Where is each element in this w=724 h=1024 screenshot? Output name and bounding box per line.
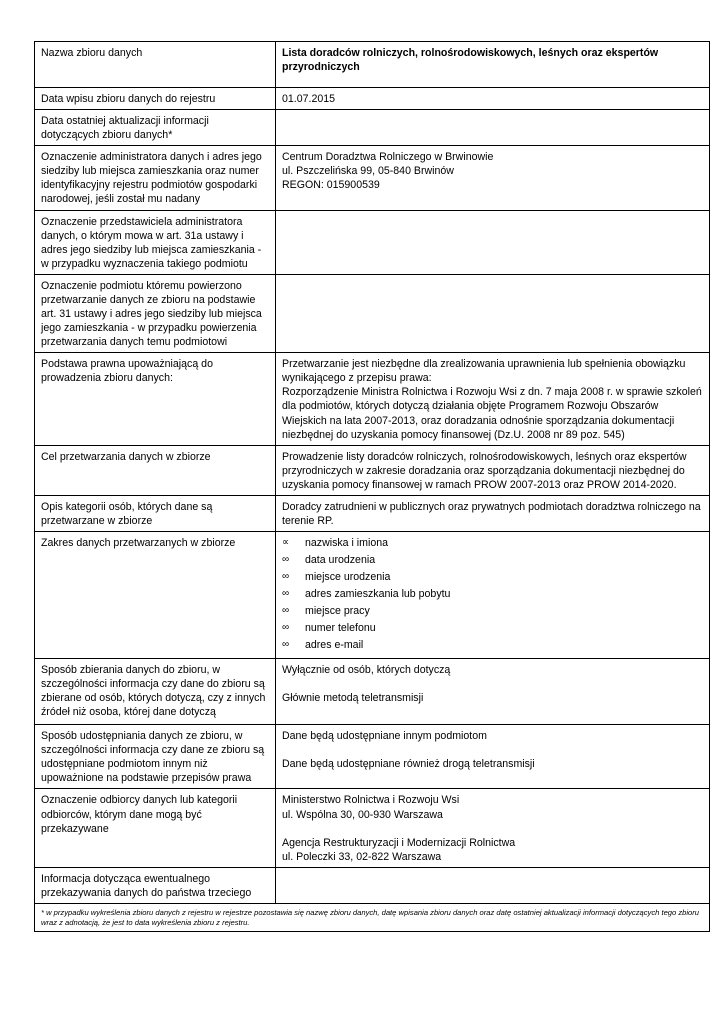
row-value (276, 210, 710, 274)
row-value (276, 789, 710, 867)
table-row (35, 210, 710, 274)
list-item-text: miejsce pracy (305, 605, 370, 618)
list-item-text: numer telefonu (305, 622, 376, 635)
row-value (276, 659, 710, 725)
list-item-text: nazwiska i imiona (305, 537, 389, 550)
table-row (35, 495, 710, 531)
row-value (276, 725, 710, 789)
list-item-text: adres zamieszkania lub pobytu (305, 588, 451, 601)
value-line: Głównie metodą teletransmisji (282, 692, 424, 705)
row-label: Data ostatniej aktualizacji informacji dotyczących zbioru danych* (35, 110, 276, 146)
row-value (276, 274, 710, 352)
value-line: ul. Poleczki 33, 02-822 Warszawa (282, 850, 442, 863)
row-value: Doradcy zatrudnieni w publicznych oraz prywatnych podmiotach doradztwa rolniczego na terenie RP. (276, 495, 710, 531)
list-item (282, 570, 703, 587)
infinity-bullet-icon: ∞ (282, 605, 290, 617)
infinity-bullet-icon: ∝ (282, 537, 290, 549)
table-row (35, 146, 710, 210)
row-label: Cel przetwarzania danych w zbiorze (35, 445, 276, 495)
table-row (35, 789, 710, 867)
row-value (276, 110, 710, 146)
footnote: * w przypadku wykreślenia zbioru danych z rejestru w rejestrze pozostawia się nazwę zbioru danych, datę wpisania zbioru danych oraz datę ostatniej aktualizacji informacji dotyczących tego zbioru wraz z adnotacją, że jest to data wykreślenia zbioru z rejestru. (35, 903, 710, 932)
value-line: ul. Pszczelińska 99, 05-840 Brwinów (282, 165, 454, 178)
infinity-bullet-icon: ∞ (282, 571, 290, 583)
row-label: Sposób zbierania danych do zbioru, w szczególności informacja czy dane do zbioru są zbierane od osób, których dotyczą, czy z innych źródeł niż osoba, której dane dotyczą (35, 659, 276, 725)
table-row (35, 274, 710, 352)
value-line: Wyłącznie od osób, których dotyczą (282, 664, 451, 677)
value-line: Agencja Restrukturyzacji i Modernizacji Rolnictwa (282, 836, 516, 849)
row-value (276, 532, 710, 659)
table-row (35, 88, 710, 110)
row-label: Oznaczenie przedstawiciela administratora danych, o którym mowa w art. 31a ustawy i adres jego siedziby lub miejsca zamieszkania - w przypadku wyznaczenia takiego podmiotu (35, 210, 276, 274)
value-line: REGON: 015900539 (282, 179, 380, 192)
row-value (276, 867, 710, 903)
row-value: Lista doradców rolniczych, rolnośrodowiskowych, leśnych oraz ekspertów przyrodniczych (276, 42, 710, 88)
table-row (35, 659, 710, 725)
row-label: Oznaczenie podmiotu któremu powierzono przetwarzanie danych ze zbioru na podstawie art. 31 ustawy i adres jego siedziby lub miejsca jego zamieszkania - w przypadku powierzenia przetwarzania danych temu podmiotowi (35, 274, 276, 352)
row-label: Opis kategorii osób, których dane są przetwarzane w zbiorze (35, 495, 276, 531)
list-item (282, 536, 703, 553)
list-item-text: data urodzenia (305, 554, 376, 567)
infinity-bullet-icon: ∞ (282, 588, 290, 600)
list-item (282, 621, 703, 638)
table-row (35, 353, 710, 445)
row-label: Nazwa zbioru danych (35, 42, 276, 88)
row-value: Prowadzenie listy doradców rolniczych, rolnośrodowiskowych, leśnych oraz ekspertów przyrodniczych w zakresie doradzania oraz sporządzania dokumentacji niezbędnej do uzyskania pomocy finansowej w ramach PROW 2007-2013 oraz PROW 2014-2020. (276, 445, 710, 495)
row-label: Podstawa prawna upoważniającą do prowadzenia zbioru danych: (35, 353, 276, 445)
data-scope-list (282, 536, 703, 655)
table-row (35, 110, 710, 146)
table-row (35, 532, 710, 659)
table-row (35, 867, 710, 903)
row-label: Informacja dotycząca ewentualnego przekazywania danych do państwa trzeciego (35, 867, 276, 903)
row-value: 01.07.2015 (276, 88, 710, 110)
list-item (282, 638, 703, 655)
list-item-text: adres e-mail (305, 639, 364, 652)
table-row (35, 445, 710, 495)
value-line: Przetwarzanie jest niezbędne dla zrealizowania uprawnienia lub spełnienia obowiązku wynikającego z przepisu prawa: (282, 358, 686, 385)
infinity-bullet-icon: ∞ (282, 622, 290, 634)
register-table (34, 41, 710, 932)
row-label: Sposób udostępniania danych ze zbioru, w szczególności informacja czy dane ze zbioru są udostępniane podmiotom innym niż upoważnione na podstawie przepisów prawa (35, 725, 276, 789)
footnote-row (35, 903, 710, 932)
row-label: Zakres danych przetwarzanych w zbiorze (35, 532, 276, 659)
value-line: Ministerstwo Rolnictwa i Rozwoju Wsi (282, 794, 460, 807)
row-value (276, 353, 710, 445)
row-label: Data wpisu zbioru danych do rejestru (35, 88, 276, 110)
value-line: Dane będą udostępniane innym podmiotom (282, 730, 487, 743)
infinity-bullet-icon: ∞ (282, 639, 290, 651)
value-line: Centrum Doradztwa Rolniczego w Brwinowie (282, 151, 494, 164)
list-item-text: miejsce urodzenia (305, 571, 391, 584)
row-label: Oznaczenie administratora danych i adres jego siedziby lub miejsca zamieszkania oraz numer identyfikacyjny rejestru podmiotów gospodarki narodowej, jeśli został mu nadany (35, 146, 276, 210)
value-line: ul. Wspólna 30, 00-930 Warszawa (282, 808, 443, 821)
row-value (276, 146, 710, 210)
infinity-bullet-icon: ∞ (282, 554, 290, 566)
value-line: Rozporządzenie Ministra Rolnictwa i Rozwoju Wsi z dn. 7 maja 2008 r. w sprawie szkoleń dla podmiotów, których dotyczą działania objęte Programem Rozwoju Obszarów Wiejskich na lata 2007-2013, oraz doradzania odnośnie sporządzania dokumentacji niezbędnej do uzyskania pomocy finansowej (Dz.U. 2008 nr 89 poz. 545) (282, 386, 702, 441)
table-row (35, 42, 710, 88)
list-item (282, 587, 703, 604)
table-row (35, 725, 710, 789)
value-line: Dane będą udostępniane również drogą teletransmisji (282, 758, 535, 771)
list-item (282, 604, 703, 621)
list-item (282, 553, 703, 570)
row-label: Oznaczenie odbiorcy danych lub kategorii odbiorców, którym dane mogą być przekazywane (35, 789, 276, 867)
